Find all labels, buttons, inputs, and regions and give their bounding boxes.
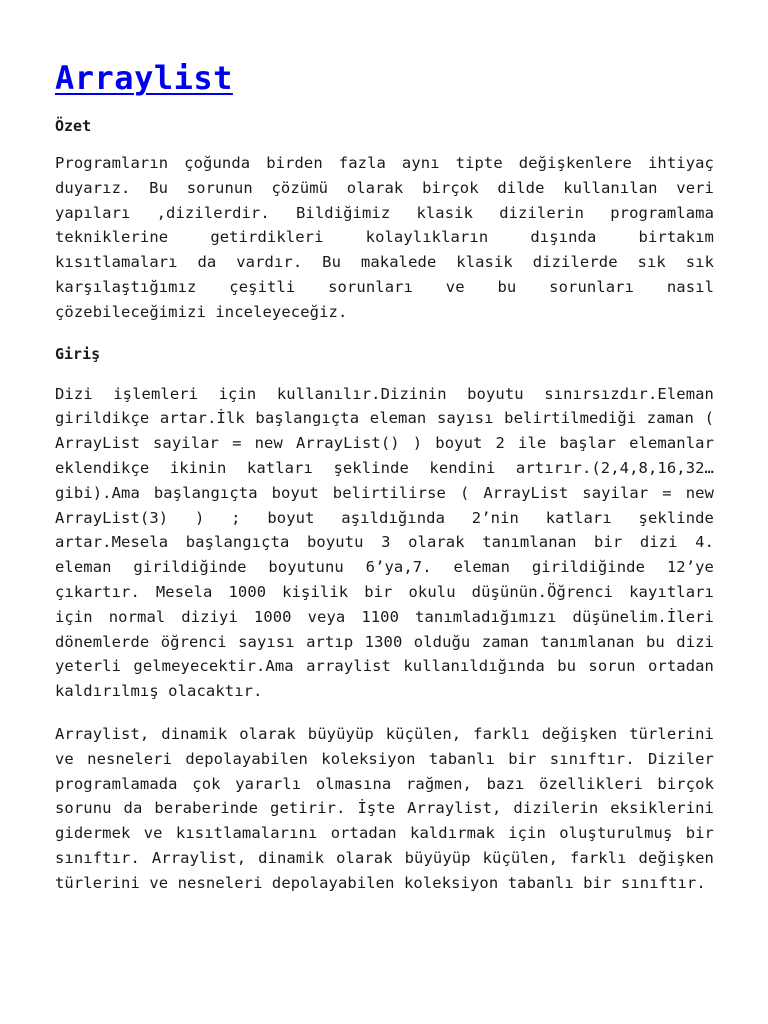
summary-paragraph: Programların çoğunda birden fazla aynı tipte değişkenlere ihtiyaç duyarız. Bu sorunun çözümü olarak birçok dilde kullanılan veri yapıları ,dizilerdir. Bildiğimiz klasik dizilerin programlama tekniklerine getirdikleri kolaylıkların dışında birtakım kısıtlamaları da vardır. Bu makalede klasik dizilerde sık sık karşılaştığımız çeşitli sorunları ve bu sorunları nasıl çözebileceğimizi inceleyeceğiz. bbox=[55, 154, 714, 321]
document-page bbox=[55, 0, 714, 896]
intro-paragraph-1: Dizi işlemleri için kullanılır.Dizinin boyutu sınırsızdır.Eleman girildikçe artar.İlk başlangıçta eleman sayısı belirtilmediği zaman ( ArrayList sayilar = new ArrayList() ) boyut 2 ile başlar elemanlar eklendikçe ikinin katları şeklinde kendini artırır.(2,4,8,16,32… gibi).Ama başlangıçta boyut belirtilirse ( ArrayList sayilar = new ArrayList(3) ) ; boyut aşıldığında 2’nin katları şeklinde artar.Mesela başlangıçta boyutu 3 olarak tanımlanan bir dizi 4. eleman girildiğinde boyutunu 6’ya,7. eleman girildiğinde 12’ye çıkartır. Mesela 1000 kişilik bir okulu düşünün.Öğrenci kayıtları için normal diziyi 1000 veya 1100 tanımladığımızı düşünelim.İleri dönemlerde öğrenci sayısı artıp 1300 olduğu zaman tanımlanan bu dizi yeterli gelmeyecektir.Ama arraylist kullanıldığında bu sorun ortadan kaldırılmış olacaktır. bbox=[55, 384, 714, 701]
document-title-link[interactable]: Arraylist bbox=[55, 59, 233, 97]
section-heading-ozet: Özet bbox=[55, 117, 92, 135]
intro-paragraph-2: Arraylist, dinamik olarak büyüyüp küçülen, farklı değişken türlerini ve nesneleri depolayabilen koleksiyon tabanlı bir sınıftır. Diziler programlamada çok yararlı olmasına rağmen, bazı özellikleri birçok sorunu da beraberinde getirir. İşte Arraylist, dizilerin eksiklerini gidermek ve kısıtlamalarını ortadan kaldırmak için oluşturulmuş bir sınıftır. Arraylist, dinamik olarak büyüyüp küçülen, farklı değişken türlerini ve nesneleri depolayabilen koleksiyon tabanlı bir sınıftır. bbox=[55, 724, 714, 892]
section-heading-giris: Giriş bbox=[55, 344, 101, 363]
